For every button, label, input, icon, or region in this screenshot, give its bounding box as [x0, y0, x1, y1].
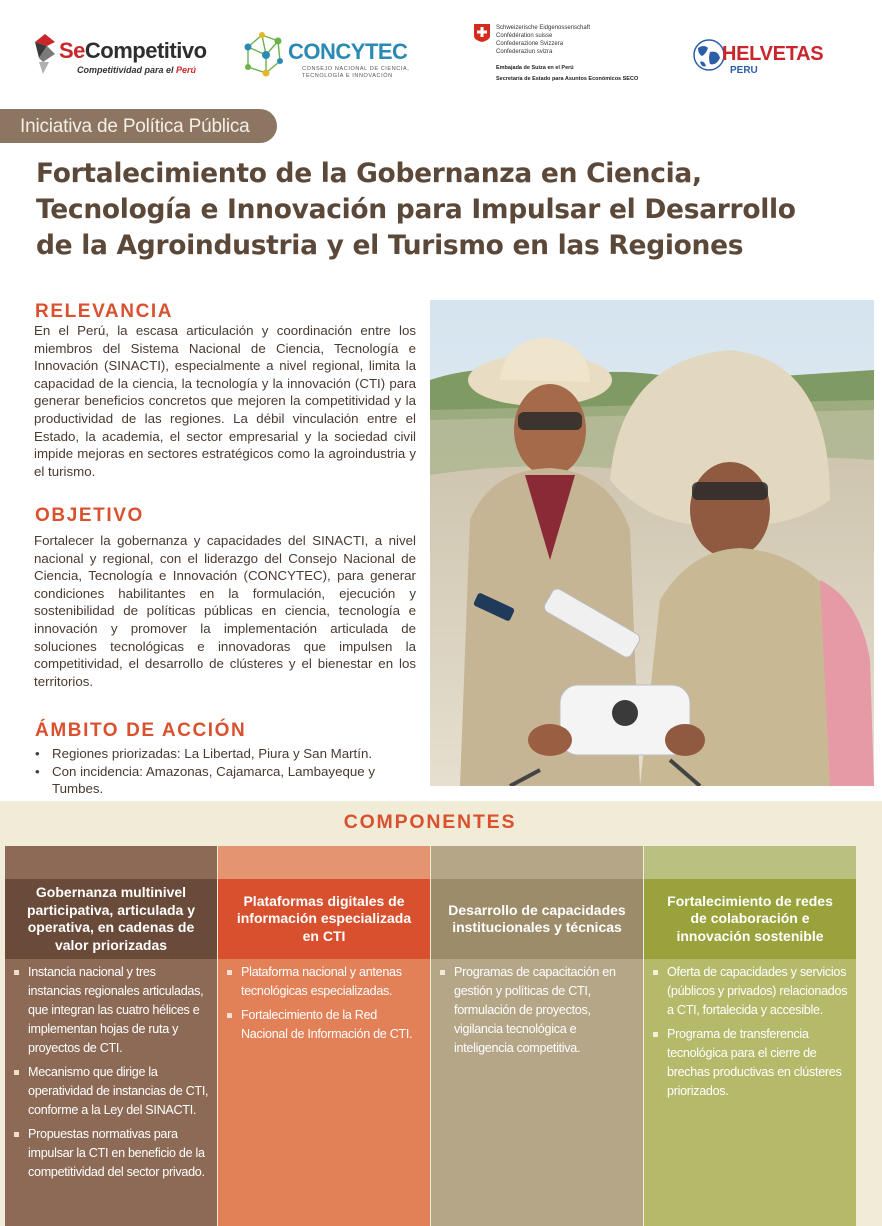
header-logos [0, 0, 882, 105]
secompetitivo-mark-icon [33, 32, 57, 76]
component-title: Fortalecimiento de redes de colaboración e innovación sostenible [644, 879, 856, 959]
component-body [644, 959, 856, 1226]
concytec-name: CONCYTEC [288, 39, 408, 64]
swiss-flag-icon [474, 24, 490, 42]
component-title: Plataformas digitales de información especializada en CTI [218, 879, 430, 959]
ambito-heading: ÁMBITO DE ACCIÓN [35, 720, 247, 741]
secompetitivo-tagline: Competitividad para el Perú [77, 65, 197, 75]
concytec-subtitle: CONSEJO NACIONAL DE CIENCIA, TECNOLOGÍA E INNOVACIÓN [302, 66, 410, 79]
concytec-logo [240, 27, 430, 83]
list-item: Programa de transferencia tecnológica para el cierre de brechas productivas en clústeres priorizados. [652, 1025, 850, 1101]
objetivo-text: Fortalecer la gobernanza y capacidades del SINACTI, a nivel nacional y regional, con el liderazgo del Consejo Nacional de Ciencia, Tecnología e Innovación (CONCYTEC), para generar condiciones habilitantes en la formulación, ejecución y sostenibilidad de políticas públicas en ciencia, tecnología e innovación y promover la implementación articulada de soluciones tecnológicas e innovadoras que impulsen la competitividad, el desarrollo de clústeres y el bienestar en los territorios. [34, 533, 416, 689]
photo-illustration [430, 300, 874, 786]
secompetitivo-logo [33, 32, 207, 82]
list-item: Propuestas normativas para impulsar la CTI en beneficio de la competitividad del sector privado. [13, 1125, 211, 1182]
components-heading: COMPONENTES [343, 811, 517, 833]
component-column-plataformas [218, 846, 430, 1226]
document-title: Fortalecimiento de la Gobernanza en Ciencia, Tecnología e Innovación para Impulsar el Desarrollo de la Agroindustria y el Turismo en las Regiones [36, 158, 796, 261]
secompetitivo-name: SeCompetitivo [59, 38, 207, 63]
swiss-confederation-logo [474, 24, 664, 86]
list-item: Mecanismo que dirige la operatividad de instancias de CTI, conforme a la Ley del SINACTI. [13, 1063, 211, 1120]
objetivo-heading: OBJETIVO [35, 505, 144, 526]
component-column-gobernanza [5, 846, 217, 1226]
initiative-banner [0, 109, 277, 143]
list-item: • Regiones priorizadas: La Libertad, Piura y San Martín. [34, 745, 424, 763]
component-column-redes [644, 846, 856, 1226]
component-title: Desarrollo de capacidades institucionales y técnicas [431, 879, 643, 959]
field-work-photo [430, 300, 874, 786]
list-item: • Con incidencia: Amazonas, Cajamarca, Lambayeque y Tumbes. [34, 763, 424, 798]
seco-label: Secretaría de Estado para Asuntos Económicos SECO [496, 76, 639, 82]
column-cap [644, 846, 856, 879]
column-cap [218, 846, 430, 879]
components-section [0, 801, 882, 1226]
component-body [218, 959, 430, 1226]
ambito-list [34, 745, 424, 798]
relevancia-heading: RELEVANCIA [35, 301, 174, 322]
swiss-embassy-label: Embajada de Suiza en el Perú [496, 65, 574, 71]
concytec-network-icon [240, 27, 286, 81]
component-body [5, 959, 217, 1226]
list-item: Plataforma nacional y antenas tecnológicas especializadas. [226, 963, 424, 1001]
initiative-banner-label: Iniciativa de Política Pública [20, 116, 250, 137]
component-column-capacidades [431, 846, 643, 1226]
helvetas-globe-icon [692, 36, 726, 74]
list-item: Programas de capacitación en gestión y políticas de CTI, formulación de proyectos, vigilancia tecnológica e inteligencia competitiva. [439, 963, 637, 1058]
swiss-confederation-names: Schweizerische Eidgenossenschaft Confédération suisse Confederazione Svizzera Confederaziun svizra [496, 25, 591, 55]
component-title: Gobernanza multinivel participativa, articulada y operativa, en cadenas de valor priorizadas [5, 879, 217, 959]
helvetas-name: HELVETAS [722, 43, 824, 65]
list-item: Oferta de capacidades y servicios (públicos y privados) relacionados a CTI, fortalecida y accesible. [652, 963, 850, 1020]
column-cap [431, 846, 643, 879]
column-cap [5, 846, 217, 879]
component-body [431, 959, 643, 1226]
list-item: Fortalecimiento de la Red Nacional de Información de CTI. [226, 1006, 424, 1044]
relevancia-text: En el Perú, la escasa articulación y coordinación entre los miembros del Sistema Nacional de Ciencia, Tecnología e Innovación (SINACTI), especialmente a nivel regional, limita la capacidad de la ciencia, la tecnología y la innovación (CTI) para generar beneficios concretos que mejoren la competitividad y la productividad de las regiones. La débil vinculación entre el Estado, la academia, el sector empresarial y la sociedad civil impide mejoras en sectores estratégicos como la agroindustria y el turismo. [34, 323, 416, 479]
helvetas-logo [692, 36, 842, 80]
list-item: Instancia nacional y tres instancias regionales articuladas, que integran las cuatro hélices e implementan hojas de ruta y proyectos de CTI. [13, 963, 211, 1058]
helvetas-country: PERU [730, 65, 758, 76]
